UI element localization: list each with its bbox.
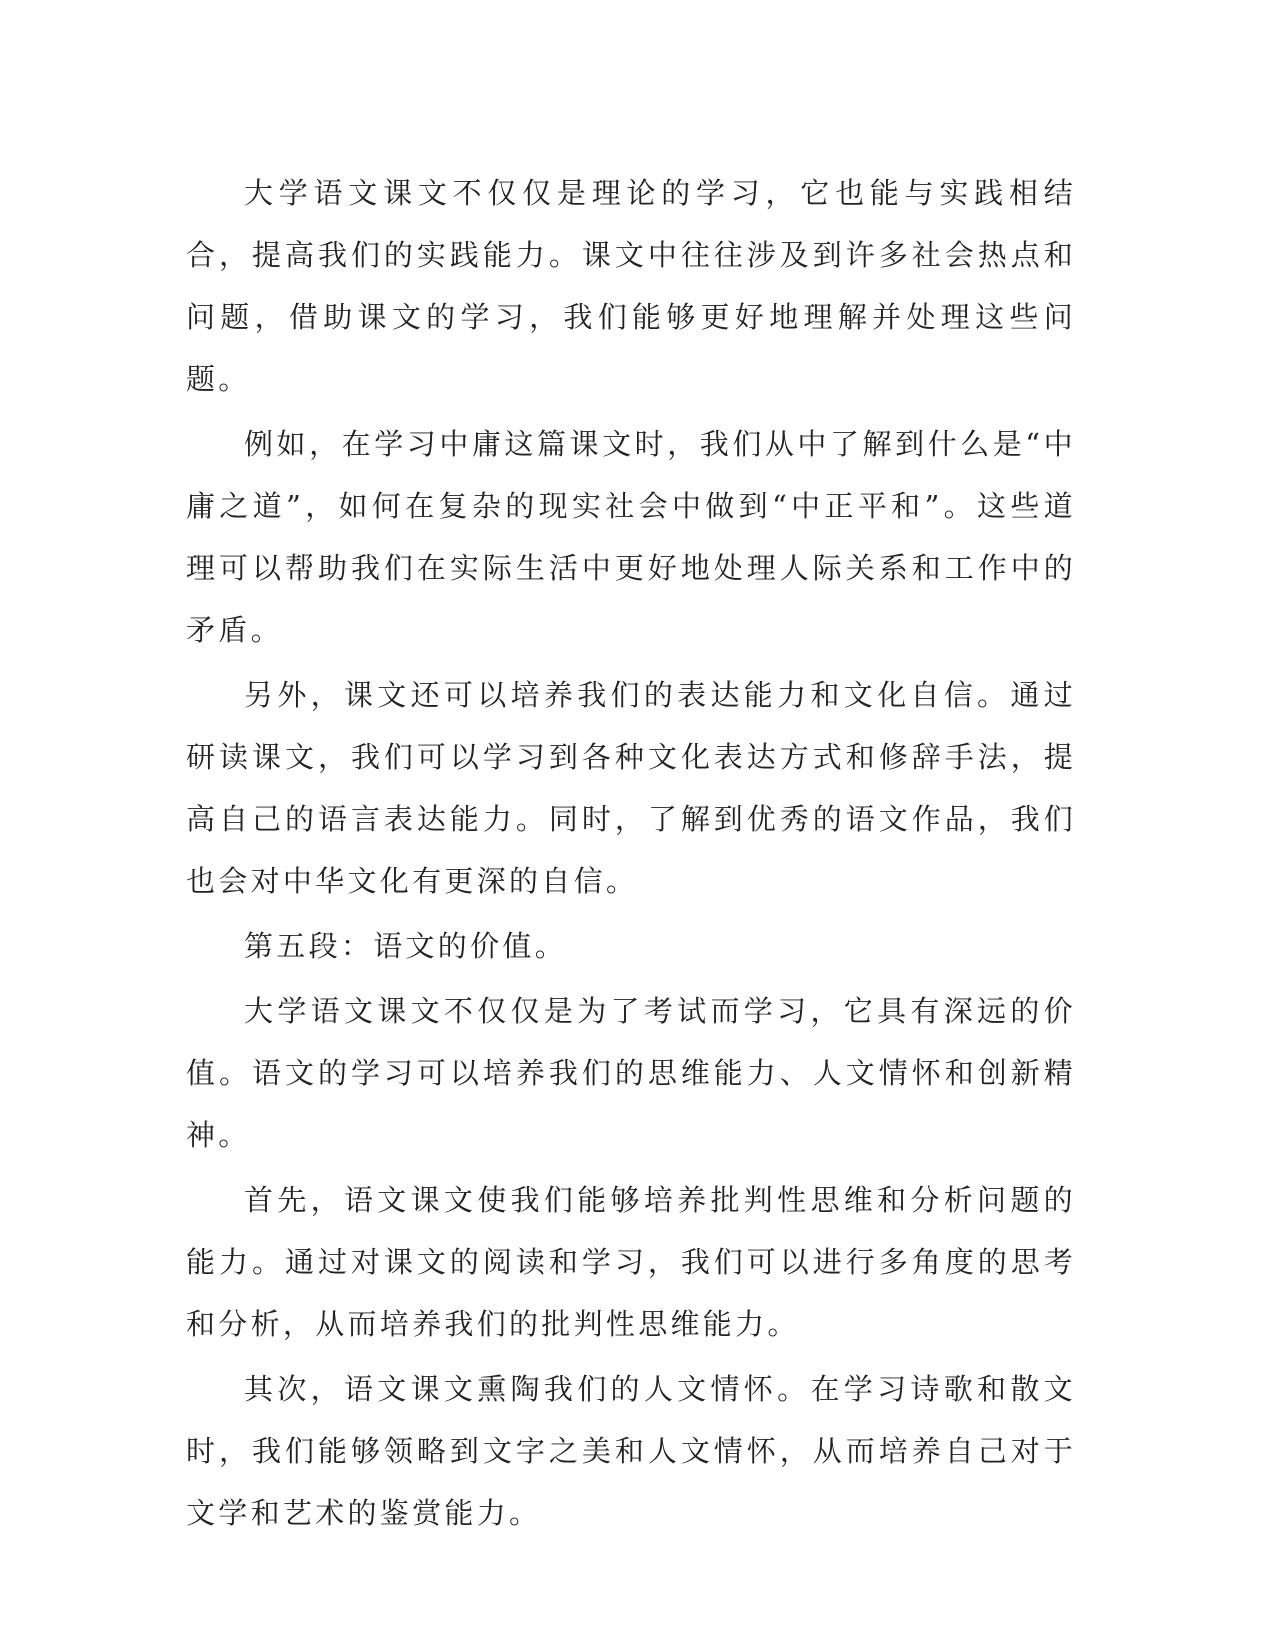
paragraph-practice: 大学语文课文不仅仅是理论的学习，它也能与实践相结合，提高我们的实践能力。课文中往往涉及到许多社会热点和问题，借助课文的学习，我们能够更好地理解并处理这些问题。	[186, 176, 1076, 396]
paragraph-critical-thinking: 首先，语文课文使我们能够培养批判性思维和分析问题的能力。通过对课文的阅读和学习，我们可以进行多角度的思考和分析，从而培养我们的批判性思维能力。	[186, 1183, 1076, 1341]
section-heading: 第五段：语文的价值。	[244, 929, 568, 963]
paragraph-value: 大学语文课文不仅仅是为了考试而学习，它具有深远的价值。语文的学习可以培养我们的思维能力、人文情怀和创新精神。	[186, 994, 1076, 1152]
paragraph-expression: 另外，课文还可以培养我们的表达能力和文化自信。通过研读课文，我们可以学习到各种文化表达方式和修辞手法，提高自己的语言表达能力。同时，了解到优秀的语文作品，我们也会对中华文化有更深的自信。	[186, 678, 1076, 898]
paragraph-humanities: 其次，语文课文熏陶我们的人文情怀。在学习诗歌和散文时，我们能够领略到文字之美和人文情怀，从而培养自己对于文学和艺术的鉴赏能力。	[186, 1372, 1076, 1530]
document-body	[186, 162, 1076, 1547]
paragraph-zhongyong-example: 例如，在学习中庸这篇课文时，我们从中了解到什么是“中庸之道”，如何在复杂的现实社会中做到“中正平和”。这些道理可以帮助我们在实际生活中更好地处理人际关系和工作中的矛盾。	[186, 427, 1076, 647]
